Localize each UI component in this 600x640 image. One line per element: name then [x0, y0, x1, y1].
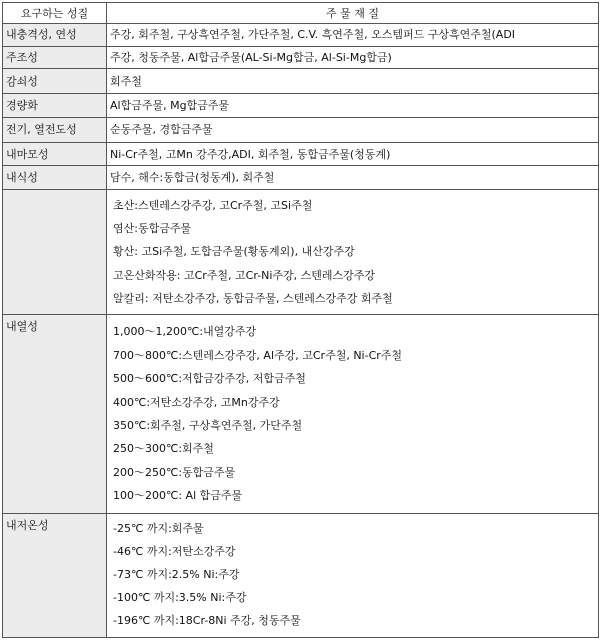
material-line: 400℃:저탄소강주강, 고Mn강주강 — [113, 395, 280, 409]
table-row — [3, 24, 599, 47]
material-line: -46℃ 까지:저탄소강주강 — [113, 545, 236, 559]
property-cell: 내저온성 — [3, 514, 107, 638]
material-cell: Ni-Cr주철, 고Mn 강주강,ADI, 회주철, 동합금주물(청동계) — [107, 142, 599, 166]
material-line: 500～600℃:저합금강주강, 저합금주철 — [113, 372, 306, 386]
material-cell — [107, 514, 599, 638]
material-cell: 주강, 회주철, 구상흑연주철, 가단주철, C.V. 흑연주철, 오스템퍼드 구상흑연주철(ADI — [107, 24, 599, 47]
material-line: -25℃ 까지:회주물 — [113, 522, 204, 536]
material-cell — [107, 190, 599, 315]
material-line: 초산:스텐레스강주강, 고Cr주철, 고Si주철 — [113, 198, 313, 212]
table-row — [3, 94, 599, 118]
material-line: 100～200℃: Al 합금주물 — [113, 489, 243, 503]
property-cell: 내충격성, 연성 — [3, 24, 107, 47]
material-line: 200～250℃:동합금주물 — [113, 465, 236, 479]
material-cell: 담수, 해수:동합금(청동계), 회주철 — [107, 166, 599, 190]
header-row — [3, 3, 599, 24]
material-cell: 회주철 — [107, 69, 599, 94]
property-cell: 내마모성 — [3, 142, 107, 166]
materials-spec-table — [2, 2, 599, 638]
material-line: 고온산화작용: 고Cr주철, 고Cr-Ni주강, 스텐레스강주강 — [113, 268, 376, 282]
material-line: -73℃ 까지:2.5% Ni:주강 — [113, 568, 240, 582]
material-cell — [107, 314, 599, 513]
table-row — [3, 514, 599, 638]
material-line: -196℃ 까지:18Cr-8Ni 주강, 청동주물 — [113, 613, 301, 627]
table-row — [3, 142, 599, 166]
material-cell: 순동주물, 경합금주물 — [107, 117, 599, 142]
property-cell: 경량화 — [3, 94, 107, 118]
property-cell — [3, 190, 107, 315]
material-line: 알칼리: 저탄소강주강, 동합금주물, 스텐레스강주강 회주철 — [113, 292, 393, 306]
material-line: 350℃:회주철, 구상흑연주철, 가단주철 — [113, 419, 303, 433]
table-row — [3, 166, 599, 190]
table-row — [3, 69, 599, 94]
header-property: 요구하는 성질 — [3, 3, 107, 24]
material-line: 1,000～1,200℃:내열강주강 — [113, 325, 257, 339]
material-line: 700～800℃:스텐레스강주강, Al주강, 고Cr주철, Ni-Cr주철 — [113, 348, 403, 362]
table-row — [3, 314, 599, 513]
property-cell: 내열성 — [3, 314, 107, 513]
property-cell: 주조성 — [3, 46, 107, 69]
material-cell: Al합금주물, Mg합금주물 — [107, 94, 599, 118]
property-cell: 내식성 — [3, 166, 107, 190]
header-material: 주 물 재 질 — [107, 3, 599, 24]
material-line: 황산: 고Si주철, 도합금주물(황동계외), 내산강주강 — [113, 245, 355, 259]
table-row — [3, 46, 599, 69]
property-cell: 감쇠성 — [3, 69, 107, 94]
table-row — [3, 117, 599, 142]
property-cell: 전기, 열전도성 — [3, 117, 107, 142]
table-row — [3, 190, 599, 315]
material-cell: 주강, 청동주물, Al합금주물(AL-Si-Mg합금, Al-Si-Mg합금) — [107, 46, 599, 69]
material-line: 염산:동합금주물 — [113, 221, 192, 235]
material-line: -100℃ 까지:3.5% Ni:주강 — [113, 591, 247, 604]
material-line: 250～300℃:회주철 — [113, 442, 214, 456]
